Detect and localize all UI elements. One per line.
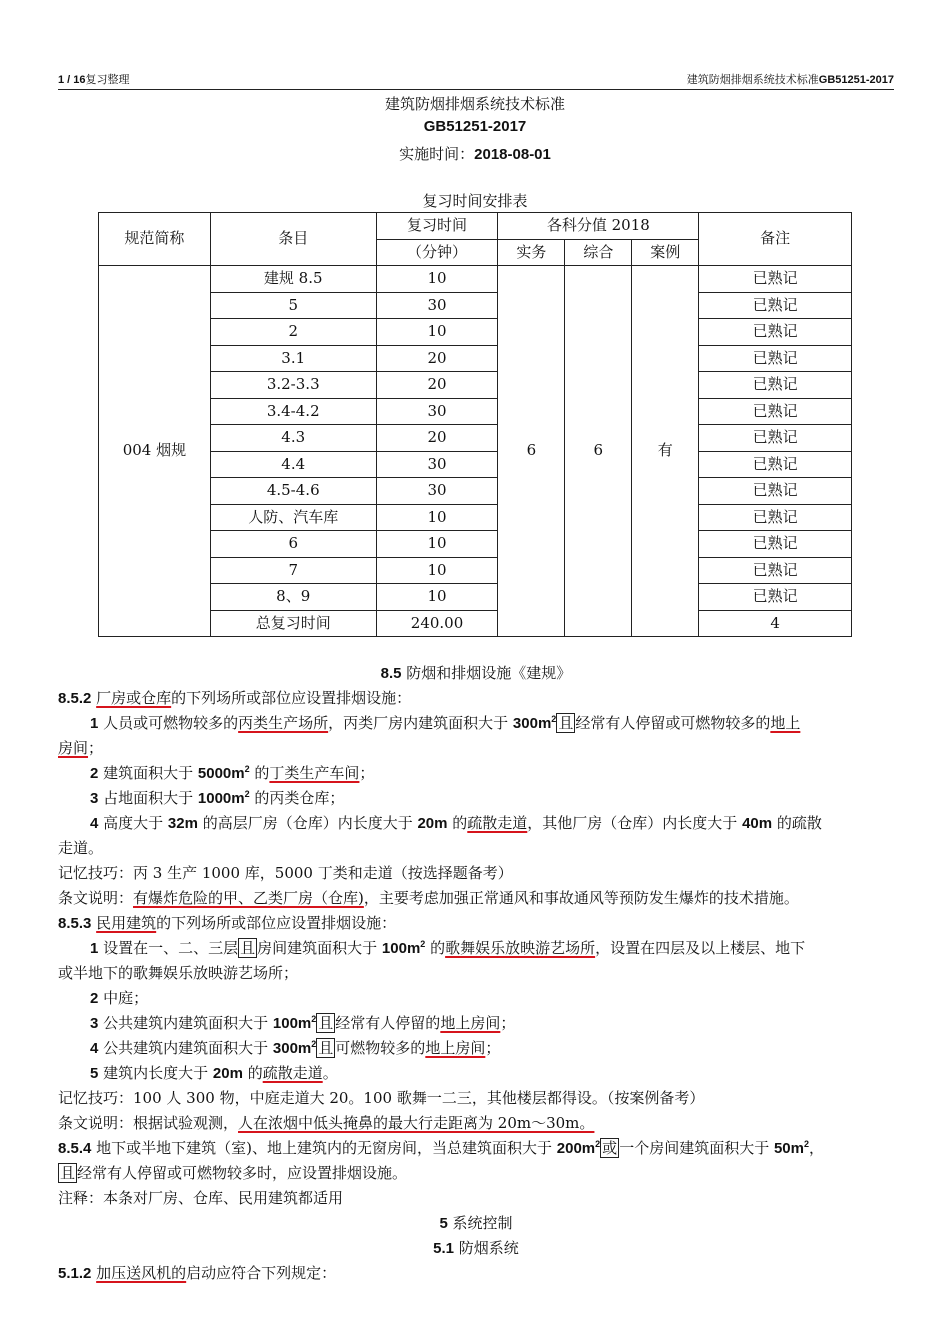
clause-8-5-2-item-3: 3 占地面积大于 $1000m^2$ 的丙类仓库； xyxy=(90,789,345,807)
clause-8-5-3-item-3: 3 公共建筑内建筑面积大于 $100m^2$ 且 经常有人停留的地上房间； xyxy=(90,1014,516,1032)
cell-note: 已熟记 xyxy=(699,425,852,452)
cell-item: 人防、汽车库 xyxy=(210,504,376,531)
cell-item: 2 xyxy=(210,319,376,346)
document-body xyxy=(58,661,894,1286)
header-sub-general: 综合 xyxy=(565,239,632,266)
section-5-heading: 5 系统控制 xyxy=(439,1214,513,1232)
cell-note: 已熟记 xyxy=(699,504,852,531)
cell-time: 30 xyxy=(376,451,498,478)
table-row xyxy=(99,451,852,478)
cell-spec-name: 004 烟规 xyxy=(99,266,211,637)
header-note: 复习整理 xyxy=(85,74,130,86)
header-sub-case: 案例 xyxy=(632,239,699,266)
cell-note: 已熟记 xyxy=(699,292,852,319)
doc-code: GB51251-2017 xyxy=(423,118,527,135)
clause-8-5-4-cont: 且 经常有人停留或可燃物较多时，应设置排烟设施。 xyxy=(60,1164,408,1182)
cell-time: 10 xyxy=(376,319,498,346)
header-time-unit: （分钟） xyxy=(376,239,498,266)
table-row xyxy=(99,531,852,558)
cell-score-practice: 6 xyxy=(498,266,565,637)
header-item: 条目 xyxy=(210,213,376,266)
cell-time: 20 xyxy=(376,345,498,372)
section-8-5-heading: 8.5 防烟和排烟设施《建规》 xyxy=(380,664,572,682)
table-row xyxy=(99,345,852,372)
header-note: 备注 xyxy=(699,213,852,266)
clause-8-5-2: 8.5.2 厂房或仓库的下列场所或部位应设置排烟设施： xyxy=(58,689,412,707)
cell-total-note: 4 xyxy=(699,610,852,637)
cell-item: 3.2-3.3 xyxy=(210,372,376,399)
clause-8-5-3-memo: 记忆技巧：100 人 300 物，中庭走道大 20。100 歌舞一二三，其他楼层都得设。（按案例备考） xyxy=(58,1089,705,1107)
clause-8-5-4-note: 注释：本条对厂房、仓库、民用建筑都适用 xyxy=(58,1189,344,1207)
doc-date: 实施时间：2018-08-01 xyxy=(399,145,551,163)
doc-title: 建筑防烟排烟系统技术标准 xyxy=(384,95,565,113)
clause-8-5-2-item-1-cont: 房间； xyxy=(58,739,104,757)
cell-item: 6 xyxy=(210,531,376,558)
cell-total-time: 240.00 xyxy=(376,610,498,637)
header-sub-practice: 实务 xyxy=(498,239,565,266)
cell-item: 4.3 xyxy=(210,425,376,452)
table-row xyxy=(99,478,852,505)
cell-note: 已熟记 xyxy=(699,557,852,584)
clause-8-5-2-memo: 记忆技巧：丙 3 生产 1000 库，5000 丁类和走道（按选择题备考） xyxy=(58,864,513,882)
table-row xyxy=(99,557,852,584)
table-row xyxy=(99,584,852,611)
cell-total-label: 总复习时间 xyxy=(210,610,376,637)
header-doc-title: 建筑防烟排烟系统技术标准GB51251-2017 xyxy=(686,74,894,86)
clause-8-5-4: 8.5.4 地下或半地下建筑（室)、地上建筑内的无窗房间，当总建筑面积大于 $200m^2$ 或 一个房间建筑面积大于 $50m^2$， xyxy=(58,1139,825,1157)
header-time: 复习时间 xyxy=(376,213,498,240)
clause-8-5-3-item-1-cont: 或半地下的歌舞娱乐放映游艺场所； xyxy=(58,964,299,982)
page-number: 1 / 16复习整理 xyxy=(58,74,130,86)
table-total-row xyxy=(99,610,852,637)
cell-time: 10 xyxy=(376,531,498,558)
table-row xyxy=(99,425,852,452)
cell-item: 8、9 xyxy=(210,584,376,611)
cell-note: 已熟记 xyxy=(699,345,852,372)
page-header xyxy=(58,73,894,90)
cell-note: 已熟记 xyxy=(699,372,852,399)
clause-8-5-3: 8.5.3 民用建筑的下列场所或部位应设置排烟设施： xyxy=(58,914,397,932)
clause-8-5-2-item-2: 2 建筑面积大于 $5000m^2$ 的丁类生产车间； xyxy=(90,764,375,782)
header-score: 各科分值 2018 xyxy=(498,213,699,240)
clause-8-5-2-item-4-cont: 走道。 xyxy=(58,839,104,857)
clause-8-5-3-item-5: 5 建筑内长度大于 20m 的疏散走道。 xyxy=(90,1064,338,1082)
cell-time: 20 xyxy=(376,372,498,399)
cell-item: 4.5-4.6 xyxy=(210,478,376,505)
cell-note: 已熟记 xyxy=(699,478,852,505)
cell-item: 3.4-4.2 xyxy=(210,398,376,425)
cell-item: 4.4 xyxy=(210,451,376,478)
clause-5-1-2: 5.1.2 加压送风机的启动应符合下列规定： xyxy=(58,1264,337,1282)
cell-time: 10 xyxy=(376,584,498,611)
clause-8-5-3-item-1: 1 设置在一、二、三层 且 房间建筑面积大于 $100m^2$ 的歌舞娱乐放映游艺场所，设置在四层及以上楼层、地下 xyxy=(90,939,806,957)
table-row xyxy=(99,504,852,531)
cell-item: 5 xyxy=(210,292,376,319)
cell-time: 10 xyxy=(376,266,498,293)
clause-8-5-2-item-1: 1 人员或可燃物较多的丙类生产场所，丙类厂房内建筑面积大于 $300m^2$ 且 经常有人停留或可燃物较多的地上 xyxy=(90,714,801,732)
table-row xyxy=(99,292,852,319)
header-name: 规范简称 xyxy=(99,213,211,266)
cell-note: 已熟记 xyxy=(699,451,852,478)
cell-time: 20 xyxy=(376,425,498,452)
cell-time: 30 xyxy=(376,292,498,319)
table-title: 复习时间安排表 xyxy=(422,192,528,210)
cell-item: 3.1 xyxy=(210,345,376,372)
review-schedule-table xyxy=(98,212,852,637)
clause-8-5-2-item-4: 4 高度大于 32m 的高层厂房（仓库）内长度大于 20m 的疏散走道，其他厂房（仓库）内长度大于 40m 的疏散 xyxy=(90,814,822,832)
section-5-1-heading: 5.1 防烟系统 xyxy=(433,1239,519,1257)
cell-time: 30 xyxy=(376,478,498,505)
cell-score-general: 6 xyxy=(565,266,632,637)
cell-time: 10 xyxy=(376,504,498,531)
table-row xyxy=(99,319,852,346)
cell-time: 30 xyxy=(376,398,498,425)
cell-note: 已熟记 xyxy=(699,398,852,425)
table-header-row xyxy=(99,213,852,240)
clause-8-5-3-item-2: 2 中庭； xyxy=(90,989,149,1007)
cell-score-case: 有 xyxy=(632,266,699,637)
table-row xyxy=(99,372,852,399)
clause-8-5-3-explanation: 条文说明：根据试验观测，人在浓烟中低头掩鼻的最大行走距离为 20m～30m。 xyxy=(58,1114,595,1132)
clause-8-5-3-item-4: 4 公共建筑内建筑面积大于 $300m^2$ 且 可燃物较多的地上房间； xyxy=(90,1039,501,1057)
cell-item: 建规 8.5 xyxy=(210,266,376,293)
cell-note: 已熟记 xyxy=(699,584,852,611)
clause-8-5-2-explanation: 条文说明：有爆炸危险的甲、乙类厂房（仓库)，主要考虑加强正常通风和事故通风等预防发生爆炸的技术措施。 xyxy=(58,889,799,907)
cell-note: 已熟记 xyxy=(699,319,852,346)
cell-item: 7 xyxy=(210,557,376,584)
cell-note: 已熟记 xyxy=(699,531,852,558)
table-row xyxy=(99,398,852,425)
cell-note: 已熟记 xyxy=(699,266,852,293)
cell-time: 10 xyxy=(376,557,498,584)
table-row xyxy=(99,266,852,293)
